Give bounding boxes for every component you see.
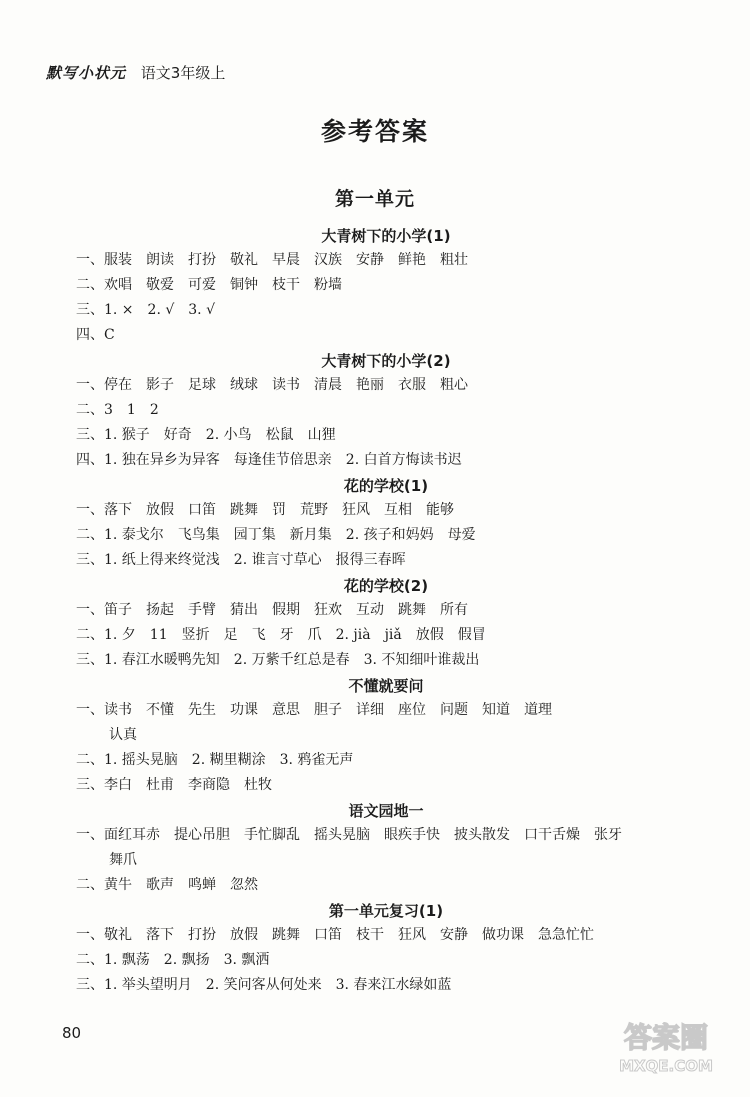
page-title: 参考答案 [320, 117, 429, 146]
answer-line: 二、1. 飘荡 2. 飘扬 3. 飘洒 [76, 952, 270, 968]
answer-line: 三、1. × 2. √ 3. √ [76, 302, 215, 318]
answer-line: 二、1. 摇头晃脑 2. 糊里糊涂 3. 鸦雀无声 [76, 752, 354, 768]
answer-line: 认真 [109, 727, 137, 743]
answer-line: 一、停在 影子 足球 绒球 读书 清晨 艳丽 衣服 粗心 [76, 377, 468, 393]
page-header [46, 62, 225, 83]
page-number: 80 [62, 1024, 82, 1042]
section-title: 花的学校(2) [343, 577, 429, 595]
answer-line: 二、欢唱 敬爱 可爱 铜钟 枝干 粉墙 [76, 277, 342, 293]
section-title: 不懂就要问 [348, 677, 424, 695]
answer-line: 二、黄牛 歌声 鸣蝉 忽然 [76, 877, 258, 893]
section-title: 花的学校(1) [343, 477, 429, 495]
answer-line: 一、笛子 扬起 手臂 猜出 假期 狂欢 互动 跳舞 所有 [76, 602, 468, 618]
answer-line: 三、李白 杜甫 李商隐 杜牧 [76, 777, 272, 793]
section-title: 语文园地一 [348, 802, 424, 820]
answer-line: 三、1. 猴子 好奇 2. 小鸟 松鼠 山狸 [76, 427, 336, 443]
answer-line: 二、3 1 2 [76, 402, 159, 418]
brand-logo: 默写小状元 [46, 64, 127, 82]
answer-line: 一、服装 朗读 打扮 敬礼 早晨 汉族 安静 鲜艳 粗壮 [76, 252, 468, 268]
section-title: 大青树下的小学(1) [321, 227, 451, 245]
answer-line: 三、1. 春江水暖鸭先知 2. 万紫千红总是春 3. 不知细叶谁裁出 [76, 652, 480, 668]
answer-line: 一、面红耳赤 提心吊胆 手忙脚乱 摇头晃脑 眼疾手快 披头散发 口干舌燥 张牙 [76, 827, 622, 843]
svg-text:MXQE.COM: MXQE.COM [619, 1057, 713, 1075]
answer-line: 一、读书 不懂 先生 功课 意思 胆子 详细 座位 问题 知道 道理 [76, 702, 552, 718]
answer-line: 二、1. 夕 11 竖折 足 飞 牙 爪 2. jià jiǎ 放假 假冒 [76, 627, 486, 643]
section-title: 大青树下的小学(2) [321, 352, 451, 370]
answer-content [76, 223, 696, 998]
answer-line: 三、1. 纸上得来终觉浅 2. 谁言寸草心 报得三春晖 [76, 552, 406, 568]
answer-line: 一、落下 放假 口笛 跳舞 罚 荒野 狂风 互相 能够 [76, 502, 454, 518]
watermark-logo [596, 1015, 736, 1079]
answer-line: 二、1. 泰戈尔 飞鸟集 园丁集 新月集 2. 孩子和妈妈 母爱 [76, 527, 476, 543]
answer-line: 四、1. 独在异乡为异客 每逢佳节倍思亲 2. 白首方悔读书迟 [76, 452, 462, 468]
answer-line: 一、敬礼 落下 打扮 放假 跳舞 口笛 枝干 狂风 安静 做功课 急急忙忙 [76, 927, 594, 943]
answer-line: 三、1. 举头望明月 2. 笑问客从何处来 3. 春来江水绿如蓝 [76, 977, 452, 993]
answer-line: 舞爪 [109, 852, 137, 868]
svg-text:答案圈: 答案圈 [623, 1021, 709, 1054]
subject-label: 语文3年级上 [140, 64, 226, 82]
section-title: 第一单元复习(1) [328, 902, 444, 920]
unit-title: 第一单元 [334, 188, 415, 210]
answer-line: 四、C [76, 327, 115, 343]
